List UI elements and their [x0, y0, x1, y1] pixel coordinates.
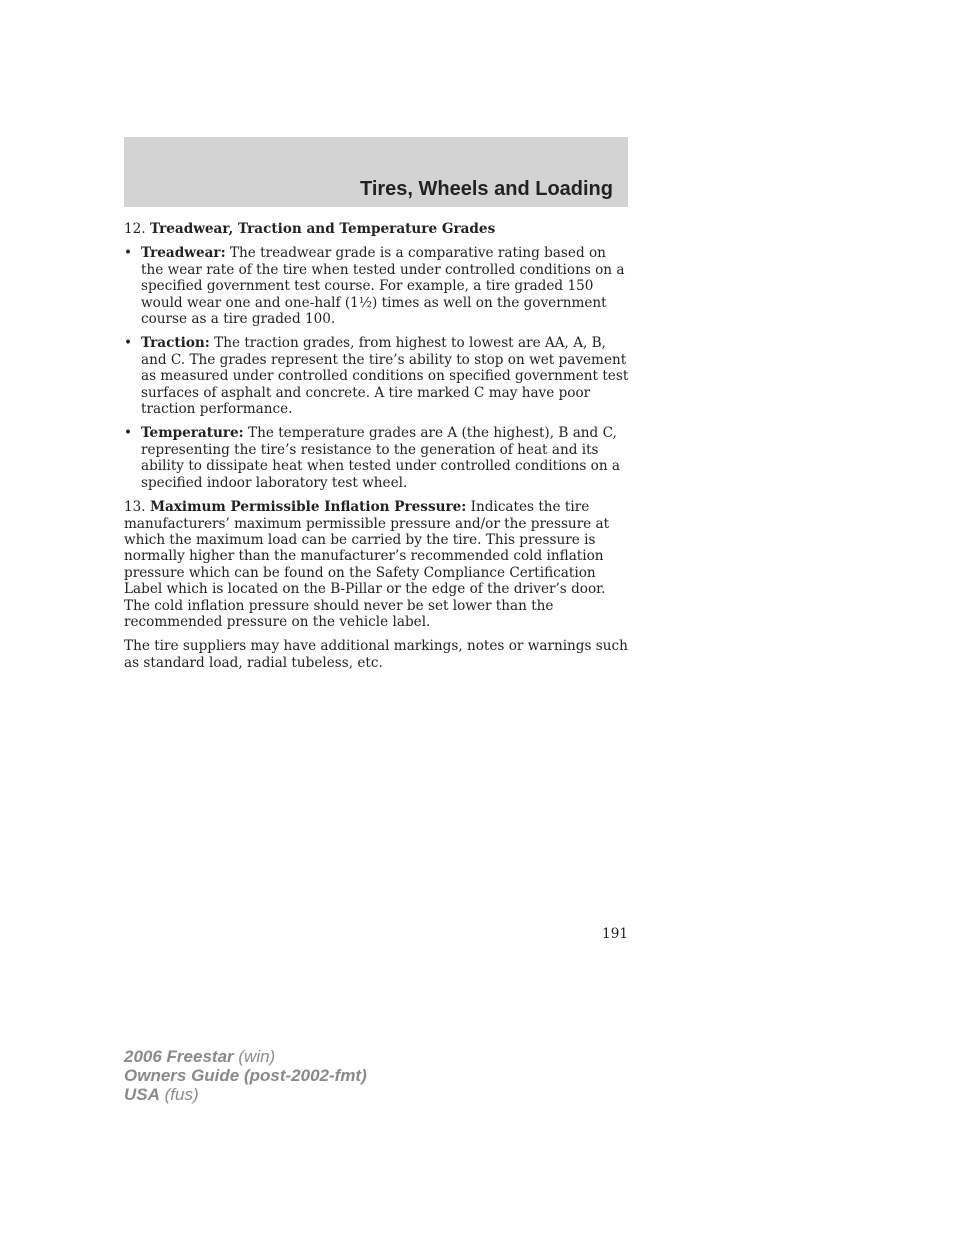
temperature-text: The temperature grades are A (the highest), B and C, representing the tire’s resistance to the generation of heat and its ability to dissipate heat when tested under controlled conditions on a specified indoor laboratory test wheel. — [141, 425, 621, 491]
footer-model-code: (win) — [238, 1047, 276, 1066]
bullet-icon: • — [124, 425, 133, 442]
footer-guide: Owners Guide (post-2002-fmt) — [124, 1066, 367, 1085]
list-item-treadwear — [124, 245, 630, 327]
footer-market: USA — [124, 1085, 160, 1104]
list-item-traction — [124, 335, 630, 417]
item-13-text: Indicates the tire manufacturers’ maximum permissible pressure and/or the pressure at which the maximum load can be carried by the tire. This pressure is normally higher than the manufacturer’s recommended cold inflation pressure which can be found on the Safety Compliance Certification Label which is located on the B-Pillar or the edge of the driver’s door. The cold inflation pressure should never be set lower than the recommended pressure on the vehicle label. — [124, 499, 610, 630]
item-12-heading — [124, 221, 630, 237]
list-item-temperature — [124, 425, 630, 491]
footer-model: 2006 Freestar — [124, 1047, 234, 1066]
footer-line-1 — [124, 1047, 367, 1066]
page-content — [124, 221, 630, 679]
treadwear-term: Treadwear: — [141, 245, 226, 262]
footer-line-2 — [124, 1066, 367, 1085]
treadwear-text: The treadwear grade is a comparative rating based on the wear rate of the tire when tested under controlled conditions on a specified government test course. For example, a tire graded 150 would wear one and one-half (1½) times as well on the government course as a tire graded 100. — [141, 245, 625, 328]
page-number: 191 — [602, 926, 628, 942]
footer-market-code: (fus) — [164, 1085, 199, 1104]
footer-line-3 — [124, 1085, 367, 1104]
item-12-title: Treadwear, Traction and Temperature Grades — [149, 221, 496, 237]
item-13-number: 13. — [124, 499, 146, 516]
item-13-paragraph — [124, 499, 630, 630]
document-footer — [124, 1047, 367, 1104]
temperature-term: Temperature: — [141, 425, 244, 442]
item-13-term: Maximum Permissible Inflation Pressure: — [149, 499, 467, 516]
traction-text: The traction grades, from highest to lowest are AA, A, B, and C. The grades represent the tire’s ability to stop on wet pavement as measured under controlled conditions on specified government test surfaces of asphalt and concrete. A tire marked C may have poor traction performance. — [141, 335, 629, 418]
item-12-number: 12. — [124, 221, 146, 237]
traction-term: Traction: — [141, 335, 210, 352]
bullet-icon: • — [124, 245, 133, 262]
section-header-band — [124, 137, 628, 207]
grades-list — [124, 245, 630, 491]
bullet-icon: • — [124, 335, 133, 352]
section-title: Tires, Wheels and Loading — [359, 178, 613, 200]
closing-paragraph: The tire suppliers may have additional markings, notes or warnings such as standard load, radial tubeless, etc. — [124, 638, 628, 671]
